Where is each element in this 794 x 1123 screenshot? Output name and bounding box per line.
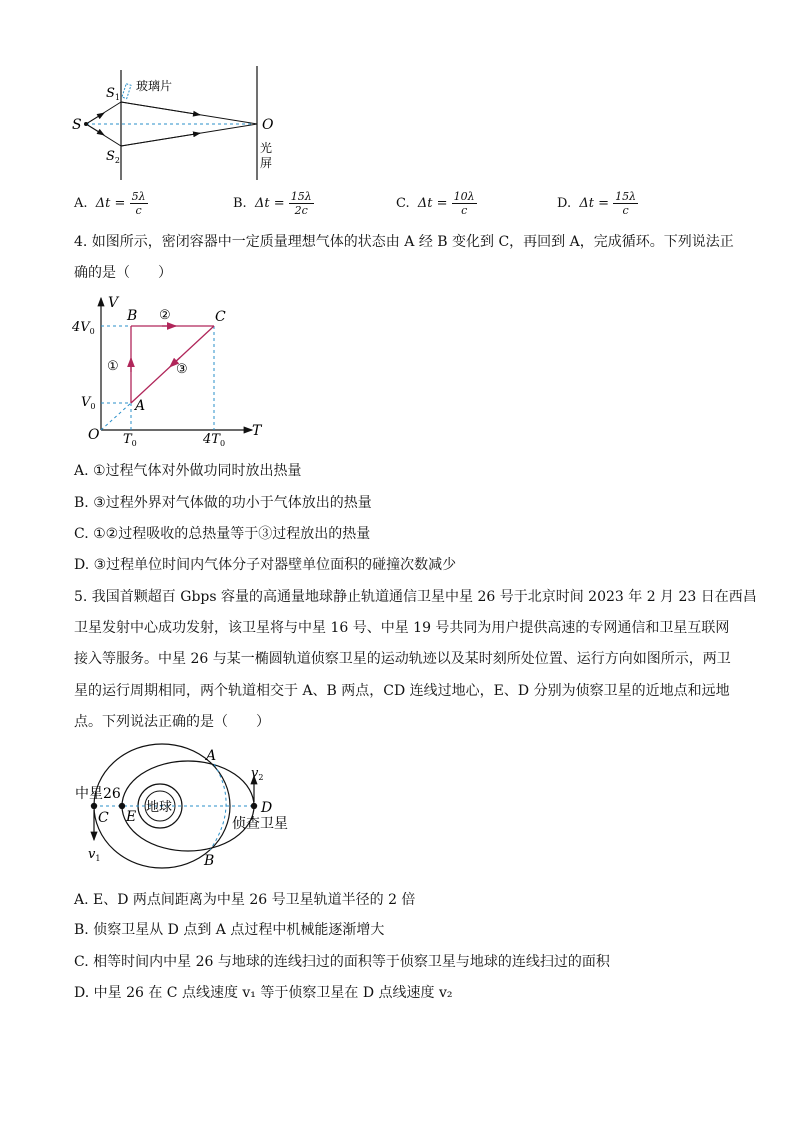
- label-d: D: [261, 800, 273, 816]
- q5-stem-line-4: 星的运行周期相同，两个轨道相交于 A、B 两点，CD 连线过地心，E、D 分别为侦察卫星的近地点和远地: [74, 683, 730, 699]
- label-process-1: ①: [107, 359, 119, 374]
- q5-option-c[interactable]: C. 相等时间内中星 26 与地球的连线扫过的面积等于侦察卫星与地球的连线扫过的面积: [74, 954, 610, 970]
- q5-stem-line-2: 卫星发射中心成功发射，该卫星将与中星 16 号、中星 19 号共同为用户提供高速的专网通信和卫星互联网: [74, 620, 730, 636]
- arrow-s1-o: [121, 102, 200, 115]
- label-4v0: $4V_0$: [72, 320, 95, 336]
- label-s: S: [72, 117, 82, 133]
- label-s1: $S_1$: [106, 86, 120, 102]
- label-origin: O: [88, 427, 100, 443]
- label-point-c: C: [215, 309, 226, 325]
- orbit-diagram: [70, 740, 320, 870]
- q3-option-b[interactable]: B. Δt = $\frac{15\lambda}{2c}$: [233, 190, 312, 217]
- q3-option-d[interactable]: D. Δt = $\frac{15\lambda}{c}$: [557, 190, 637, 217]
- q5-stem-line-3: 接入等服务。中星 26 与某一椭圆轨道侦察卫星的运动轨迹以及某时刻所处位置、运行方向如图所示，两卫: [74, 651, 731, 667]
- double-slit-figure: [60, 62, 300, 184]
- q4-option-b[interactable]: B. ③过程外界对气体做的功小于气体放出的热量: [74, 495, 372, 511]
- source-point: [84, 122, 88, 126]
- q4-option-a[interactable]: A. ①过程气体对外做功同时放出热量: [74, 463, 302, 479]
- label-process-2: ②: [159, 308, 171, 323]
- label-e: E: [126, 809, 137, 825]
- label-zx26: 中星26: [75, 786, 121, 802]
- q5-option-b[interactable]: B. 侦察卫星从 D 点到 A 点过程中机械能逐渐增大: [74, 922, 385, 938]
- label-screen-1: 光: [260, 141, 273, 155]
- dash-origin-a: [101, 403, 131, 430]
- label-screen-2: 屏: [260, 156, 273, 170]
- label-a: A: [206, 748, 217, 764]
- label-c: C: [98, 810, 109, 826]
- q5-stem-line-1: 5. 我国首颗超百 Gbps 容量的高通量地球静止轨道通信卫星中星 26 号于北京时间 2023 年 2 月 23 日在西昌: [74, 589, 757, 605]
- satellite-zx26: [91, 803, 97, 809]
- q3-option-a[interactable]: A. Δt = $\frac{5\lambda}{c}$: [74, 190, 146, 217]
- q4-option-c[interactable]: C. ①②过程吸收的总热量等于③过程放出的热量: [74, 526, 371, 542]
- arrow-s2-o: [121, 133, 200, 146]
- arrow-s-s2: [86, 124, 104, 135]
- label-v2: $v_2$: [251, 766, 264, 782]
- label-t-axis: T: [252, 423, 262, 439]
- label-v1: $v_1$: [88, 847, 101, 863]
- label-point-b: B: [127, 308, 138, 324]
- label-v0: $V_0$: [81, 395, 96, 411]
- label-spy-sat: 侦查卫星: [232, 816, 288, 832]
- label-s2: $S_2$: [106, 149, 120, 165]
- q5-option-d[interactable]: D. 中星 26 在 C 点线速度 v₁ 等于侦察卫星在 D 点线速度 v₂: [74, 985, 453, 1001]
- label-t0: $T_0$: [123, 432, 137, 448]
- ab-dash-arc: [210, 764, 226, 850]
- label-4t0: $4T_0$: [203, 432, 226, 448]
- arrow-s-s1: [86, 113, 104, 124]
- label-process-3: ③: [176, 362, 188, 377]
- satellite-spy: [251, 803, 257, 809]
- satellite-e-point: [119, 803, 125, 809]
- q4-option-d[interactable]: D. ③过程单位时间内气体分子对器壁单位面积的碰撞次数减少: [74, 557, 457, 573]
- label-glass: 玻璃片: [136, 79, 173, 93]
- q4-stem-line-1: 4. 如图所示，密闭容器中一定质量理想气体的状态由 A 经 B 变化到 C，再回到 A，完成循环。下列说法正: [74, 234, 734, 250]
- label-earth: 地球: [146, 800, 173, 815]
- q4-stem-line-2: 确的是（ ）: [74, 265, 172, 281]
- vt-diagram: [70, 292, 270, 452]
- label-point-a: A: [135, 398, 146, 414]
- q5-stem-line-5: 点。下列说法正确的是（ ）: [74, 714, 270, 730]
- q5-option-a[interactable]: A. E、D 两点间距离为中星 26 号卫星轨道半径的 2 倍: [74, 892, 416, 908]
- label-v-axis: V: [108, 295, 119, 311]
- glass-plate: [122, 84, 131, 99]
- label-o: O: [262, 117, 274, 133]
- q3-option-c[interactable]: C. Δt = $\frac{10\lambda}{c}$: [396, 190, 475, 217]
- label-b: B: [204, 853, 215, 869]
